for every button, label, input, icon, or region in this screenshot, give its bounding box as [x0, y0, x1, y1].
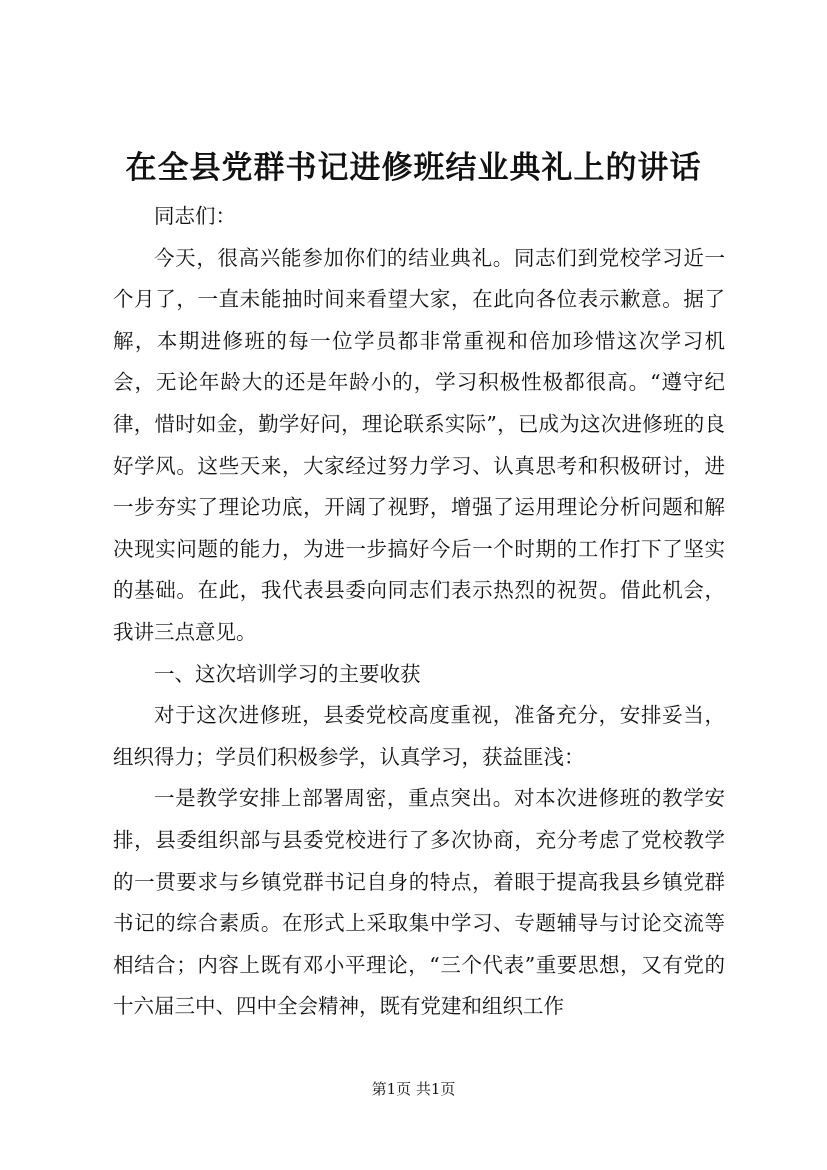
page-footer: 第1页 共1页	[371, 1080, 456, 1098]
document-title: 在全县党群书记进修班结业典礼上的讲话	[125, 150, 702, 186]
body-paragraph: 对于这次进修班，县委党校高度重视，准备充分，安排妥当，组织得力；学员们积极参学，认真学习，获益匪浅：	[113, 703, 725, 769]
document-body	[113, 196, 725, 1028]
body-paragraph: 一是教学安排上部署周密，重点突出。对本次进修班的教学安排，县委组织部与县委党校进行了多次协商，充分考虑了党校教学的一贯要求与乡镇党群书记自身的特点，着眼于提高我县乡镇党群书记的综合素质。在形式上采取集中学习、专题辅导与讨论交流等相结合；内容上既有邓小平理论，“三个代表”重要思想，又有党的十六届三中、四中全会精神，既有党建和组织工作	[113, 786, 725, 1019]
section-heading: 一、这次培训学习的主要收获	[154, 661, 421, 686]
opening-paragraph: 今天，很高兴能参加你们的结业典礼。同志们到党校学习近一个月了，一直未能抽时间来看望大家，在此向各位表示歉意。据了解，本期进修班的每一位学员都非常重视和倍加珍惜这次学习机会，无论年龄大的还是年龄小的，学习积极性极都很高。“遵守纪律，惜时如金，勤学好问，理论联系实际”，已成为这次进修班的良好学风。这些天来，大家经过努力学习、认真思考和积极研讨，进一步夯实了理论功底，开阔了视野，增强了运用理论分析问题和解决现实问题的能力，为进一步搞好今后一个时期的工作打下了坚实的基础。在此，我代表县委向同志们表示热烈的祝贺。借此机会，我讲三点意见。	[113, 245, 725, 644]
salutation-paragraph: 同志们：	[154, 204, 236, 228]
